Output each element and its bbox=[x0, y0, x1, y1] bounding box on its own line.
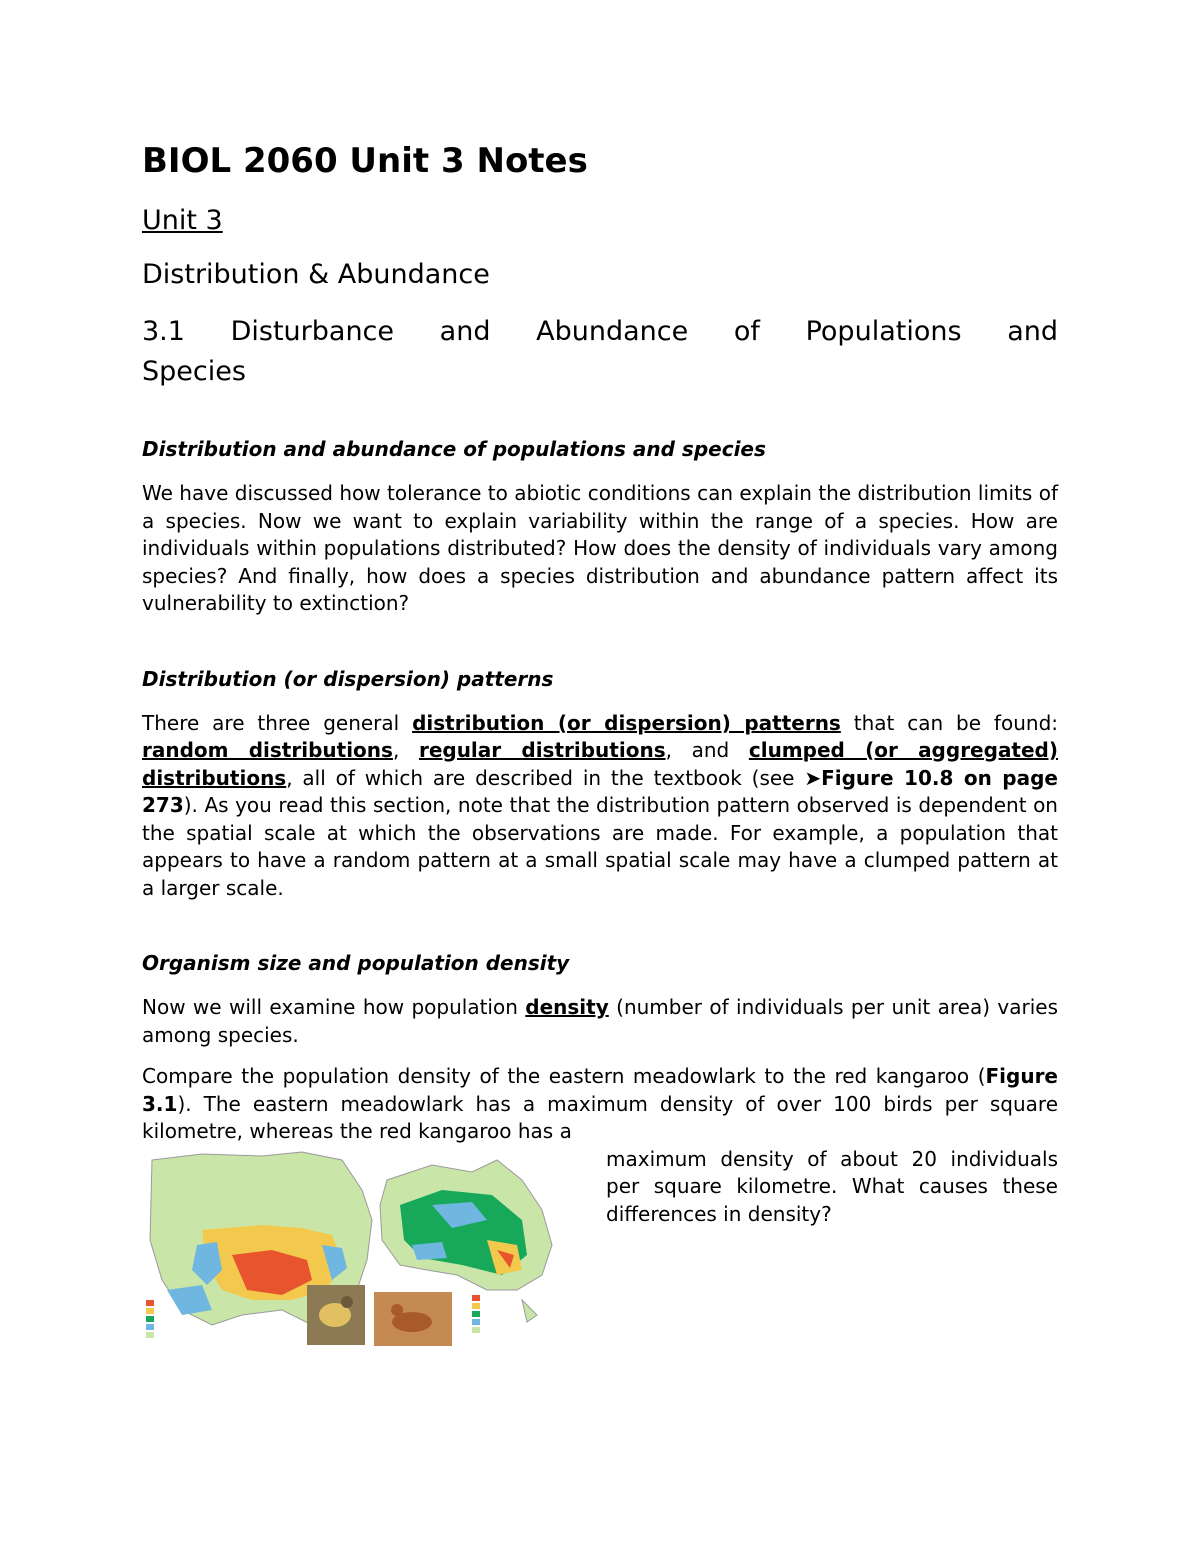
text-run: Compare the population density of the eastern meadowlark to the red kangaroo ( bbox=[142, 1064, 986, 1088]
australia-legend bbox=[472, 1295, 480, 1333]
text-run: There are three general bbox=[142, 710, 413, 735]
paragraph-compare-density bbox=[142, 1063, 1058, 1146]
kangaroo-photo bbox=[374, 1292, 452, 1346]
figure-side-paragraph: maximum density of about 20 individuals per square kilometre. What causes these differences in density? bbox=[606, 1146, 1058, 1226]
text-run: , all of which are described in the textbook (see bbox=[286, 765, 805, 790]
paragraph-density-intro bbox=[142, 994, 1058, 1049]
text-run: that can be found: bbox=[840, 710, 1058, 735]
document-page bbox=[142, 140, 1058, 1346]
term-density: density bbox=[525, 995, 609, 1019]
figure-3-1-maps bbox=[142, 1150, 592, 1346]
heading-distribution-abundance: Distribution and abundance of populations and species bbox=[142, 437, 766, 461]
paragraph-distribution-abundance: We have discussed how tolerance to abiotic conditions can explain the distribution limits of a species. Now we want to explain variability within the range of a species. How are individuals within populations distributed? How does the density of individuals vary among species? And finally, how does a species distribution and abundance pattern affect its vulnerability to extinction? bbox=[142, 481, 1058, 615]
heading-dispersion-patterns: Distribution (or dispersion) patterns bbox=[142, 666, 554, 691]
section-title bbox=[142, 312, 1058, 392]
figure-reference-3-1[interactable]: Figure 3.1 bbox=[142, 1064, 1058, 1116]
text-run: ). The eastern meadowlark has a maximum density of over 100 birds per square kilometre, whereas the red kangaroo has a bbox=[142, 1091, 1058, 1143]
meadowlark-photo bbox=[307, 1285, 365, 1345]
unit-label: Unit 3 bbox=[142, 205, 223, 236]
text-run: ). As you read this section, note that the distribution pattern observed is dependent on the spatial scale at which the observations are made. For example, a population that appears to have a random pattern at a small spatial scale may have a clumped pattern at a larger scale. bbox=[142, 793, 1058, 900]
term-regular-distributions: regular distributions bbox=[418, 738, 666, 762]
text-run: , bbox=[392, 738, 419, 762]
text-run: (number of individuals per unit area) varies among species. bbox=[142, 995, 1058, 1047]
section-title-line1: 3.1 Disturbance and Abundance of Populations and bbox=[142, 316, 1058, 347]
heading-organism-size: Organism size and population density bbox=[142, 951, 570, 975]
figure-block bbox=[142, 1146, 1058, 1346]
text-run: Now we will examine how population bbox=[142, 995, 526, 1019]
term-dispersion-patterns: distribution (or dispersion) patterns bbox=[412, 710, 841, 735]
figure-reference-10-8[interactable]: ➤Figure 10.8 on page 273 bbox=[142, 765, 1058, 817]
term-random-distributions: random distributions bbox=[142, 738, 393, 762]
section-title-line2: Species bbox=[142, 356, 246, 387]
unit-subtitle: Distribution & Abundance bbox=[142, 259, 490, 290]
term-clumped-distributions: clumped (or aggregated) distributions bbox=[142, 738, 1059, 790]
text-run: , and bbox=[665, 738, 749, 762]
document-title: BIOL 2060 Unit 3 Notes bbox=[142, 141, 588, 181]
north-america-legend bbox=[146, 1300, 154, 1338]
paragraph-dispersion-patterns bbox=[142, 710, 1058, 903]
